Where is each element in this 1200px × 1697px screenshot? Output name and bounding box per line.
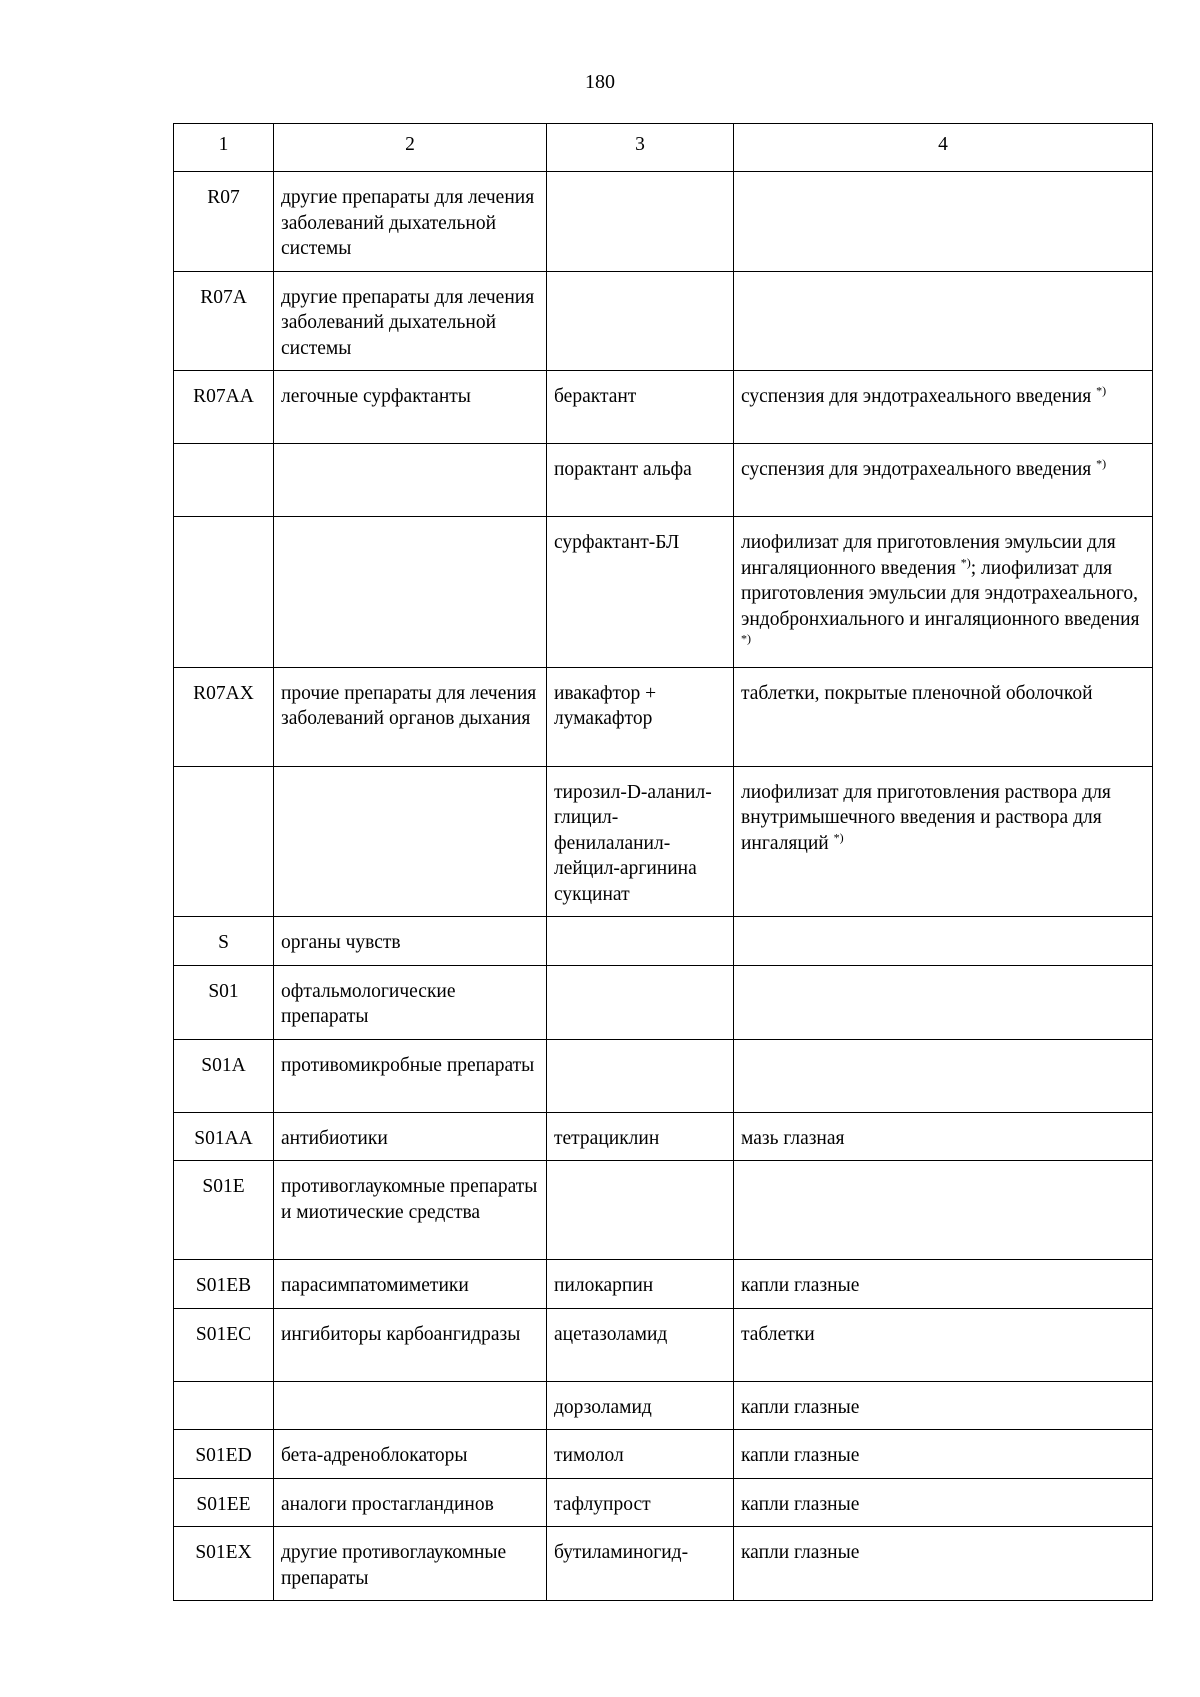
table-row <box>174 1308 1153 1381</box>
dosage-form-cell <box>734 271 1153 371</box>
pharm-group-cell-text: парасимпатомиметики <box>281 1275 469 1296</box>
footnote-mark: *) <box>741 631 751 646</box>
pharm-group-cell <box>274 271 547 371</box>
dosage-form-cell-text: капли глазные <box>741 1542 860 1563</box>
atc-code-cell <box>174 667 274 766</box>
pharm-group-cell <box>274 1112 547 1161</box>
drug-name-cell-text: сурфактант-БЛ <box>554 532 680 553</box>
drug-name-cell-text: бутиламиногид- <box>554 1542 689 1563</box>
pharm-group-cell <box>274 1308 547 1381</box>
pharm-group-cell-text: ингибиторы карбоангидразы <box>281 1323 521 1345</box>
dosage-form-cell <box>734 1161 1153 1260</box>
pharm-group-cell-text: противомикробные препараты <box>281 1054 535 1076</box>
atc-code-cell <box>174 1430 274 1479</box>
header-cell: 2 <box>274 124 547 172</box>
dosage-form-cell-text: капли глазные <box>741 1493 860 1515</box>
drug-name-cell <box>547 965 734 1039</box>
atc-code-cell <box>174 1527 274 1601</box>
drug-name-cell <box>547 517 734 668</box>
drug-name-cell <box>547 667 734 766</box>
drug-table <box>173 123 1153 1601</box>
pharm-group-cell-text: бета-адреноблокаторы <box>281 1445 468 1466</box>
atc-code-cell-text: S01A <box>201 1054 246 1076</box>
pharm-group-cell-text: противоглаукомные препараты и миотические средства <box>281 1176 538 1223</box>
atc-code-cell-text: S01AA <box>194 1127 253 1149</box>
atc-code-cell <box>174 917 274 966</box>
table-row <box>174 1381 1153 1430</box>
table-row <box>174 1161 1153 1260</box>
atc-code-cell-text: S01 <box>208 980 239 1002</box>
pharm-group-cell <box>274 667 547 766</box>
atc-code-cell-text: S01E <box>202 1176 245 1197</box>
pharm-group-cell-text: легочные сурфактанты <box>281 386 471 407</box>
pharm-group-cell <box>274 917 547 966</box>
dosage-form-cell <box>734 1527 1153 1601</box>
pharm-group-cell-text: прочие препараты для лечения заболеваний органов дыхания <box>281 682 537 729</box>
dosage-form-cell <box>734 1430 1153 1479</box>
atc-code-cell <box>174 766 274 917</box>
table-row <box>174 917 1153 966</box>
drug-name-cell-text: тирозил-D-аланил-глицил-фенилаланил-лейцил-аргинина сукцинат <box>554 781 712 905</box>
footnote-mark: *) <box>833 830 844 844</box>
pharm-group-cell <box>274 1381 547 1430</box>
dosage-form-cell <box>734 172 1153 272</box>
table-row <box>174 1260 1153 1309</box>
dosage-form-cell <box>734 444 1153 517</box>
dosage-form-cell <box>734 1381 1153 1430</box>
atc-code-cell <box>174 172 274 272</box>
dosage-form-cell <box>734 1039 1153 1112</box>
atc-code-cell <box>174 1381 274 1430</box>
drug-name-cell-text: дорзоламид <box>554 1396 652 1418</box>
page-number: 180 <box>585 71 615 93</box>
dosage-form-cell-text: мазь глазная <box>741 1127 845 1149</box>
atc-code-cell-text: S01EB <box>195 1275 252 1296</box>
drug-name-cell <box>547 1478 734 1527</box>
dosage-form-cell <box>734 1478 1153 1527</box>
pharm-group-cell <box>274 371 547 444</box>
table-row <box>174 965 1153 1039</box>
drug-name-cell <box>547 1260 734 1309</box>
pharm-group-cell <box>274 1161 547 1260</box>
atc-code-cell-text: S01EE <box>196 1493 251 1515</box>
atc-code-cell-text: S <box>218 932 229 953</box>
drug-name-cell <box>547 271 734 371</box>
drug-name-cell <box>547 1381 734 1430</box>
atc-code-cell-text: S01EX <box>195 1542 252 1563</box>
atc-code-cell <box>174 1161 274 1260</box>
drug-name-cell <box>547 444 734 517</box>
footnote-mark: *) <box>1096 383 1107 398</box>
dosage-form-cell-text: таблетки <box>741 1323 815 1345</box>
atc-code-cell-text: R07 <box>207 187 240 208</box>
dosage-form-cell <box>734 917 1153 966</box>
atc-code-cell <box>174 1112 274 1161</box>
pharm-group-cell-text: другие препараты для лечения заболеваний дыхательной системы <box>281 286 535 359</box>
table-row <box>174 517 1153 668</box>
dosage-form-cell <box>734 965 1153 1039</box>
drug-name-cell <box>547 1430 734 1479</box>
atc-code-cell <box>174 1308 274 1381</box>
pharm-group-cell <box>274 1430 547 1479</box>
header-cell: 4 <box>734 124 1153 172</box>
drug-name-cell <box>547 1161 734 1260</box>
header-cell: 1 <box>174 124 274 172</box>
atc-code-cell-text: S01ED <box>195 1445 252 1466</box>
table-row <box>174 1112 1153 1161</box>
drug-name-cell-text: тетрациклин <box>554 1127 660 1149</box>
header-cell: 3 <box>547 124 734 172</box>
drug-name-cell <box>547 1527 734 1601</box>
table-row <box>174 444 1153 517</box>
atc-code-cell-text: R07AX <box>193 682 254 704</box>
pharm-group-cell-text: аналоги простагландинов <box>281 1493 494 1515</box>
drug-name-cell-text: ацетазоламид <box>554 1323 668 1345</box>
drug-name-cell <box>547 917 734 966</box>
table-header-row <box>174 124 1153 172</box>
pharm-group-cell <box>274 1478 547 1527</box>
dosage-form-cell-text: капли глазные <box>741 1275 860 1296</box>
table-row <box>174 371 1153 444</box>
drug-name-cell-text: ивакафтор + лумакафтор <box>554 682 657 729</box>
pharm-group-cell-text: другие препараты для лечения заболеваний дыхательной системы <box>281 187 535 259</box>
pharm-group-cell <box>274 444 547 517</box>
pharm-group-cell <box>274 1527 547 1601</box>
table-row <box>174 1527 1153 1601</box>
atc-code-cell <box>174 1478 274 1527</box>
atc-code-cell <box>174 965 274 1039</box>
pharm-group-cell-text: другие противоглаукомные препараты <box>281 1542 507 1589</box>
dosage-form-cell-text: капли глазные <box>741 1445 860 1466</box>
drug-name-cell-text: берактант <box>554 386 637 407</box>
atc-code-cell <box>174 371 274 444</box>
atc-code-cell <box>174 517 274 668</box>
atc-code-cell-text: R07A <box>200 286 247 308</box>
atc-code-cell <box>174 444 274 517</box>
dosage-form-cell <box>734 1260 1153 1309</box>
pharm-group-cell <box>274 1260 547 1309</box>
dosage-form-cell <box>734 1308 1153 1381</box>
atc-code-cell-text: R07AA <box>193 386 254 407</box>
dosage-form-cell <box>734 517 1153 668</box>
drug-name-cell-text: порактант альфа <box>554 459 692 480</box>
footnote-mark: *) <box>1096 456 1107 471</box>
table-row <box>174 1039 1153 1112</box>
dosage-form-cell <box>734 667 1153 766</box>
dosage-form-cell-text: капли глазные <box>741 1396 860 1418</box>
table-row <box>174 766 1153 917</box>
drug-name-cell-text: тимолол <box>554 1445 624 1466</box>
pharm-group-cell-text: антибиотики <box>281 1127 388 1149</box>
table-row <box>174 271 1153 371</box>
pharm-group-cell-text: органы чувств <box>281 932 401 953</box>
table-row <box>174 1478 1153 1527</box>
drug-name-cell-text: пилокарпин <box>554 1275 654 1296</box>
dosage-form-cell <box>734 766 1153 917</box>
pharm-group-cell <box>274 517 547 668</box>
drug-name-cell <box>547 1112 734 1161</box>
pharm-group-cell <box>274 1039 547 1112</box>
dosage-form-cell <box>734 371 1153 444</box>
drug-name-cell <box>547 1039 734 1112</box>
atc-code-cell-text: S01EC <box>195 1323 252 1345</box>
atc-code-cell <box>174 1039 274 1112</box>
dosage-form-cell-text: суспензия для эндотрахеального введения <box>741 459 1092 480</box>
drug-name-cell <box>547 1308 734 1381</box>
table-row <box>174 667 1153 766</box>
drug-name-cell-text: тафлупрост <box>554 1493 651 1515</box>
atc-code-cell <box>174 1260 274 1309</box>
dosage-form-cell-text: таблетки, покрытые пленочной оболочкой <box>741 682 1093 704</box>
dosage-form-cell-text: лиофилизат для приготовления раствора для внутримышечного введения и раствора для ингаляций <box>741 781 1111 854</box>
footnote-mark: *) <box>960 555 971 569</box>
dosage-form-text-2: ; лиофилизат для приготовления эмульсии для эндотрахеального, эндобронхиального и ингаляционного введения <box>741 557 1140 630</box>
pharm-group-cell <box>274 172 547 272</box>
pharm-group-cell <box>274 766 547 917</box>
dosage-form-cell-text: лиофилизат для приготовления эмульсии для ингаляционного введения <box>741 532 1116 579</box>
dosage-form-cell-text: суспензия для эндотрахеального введения <box>741 386 1092 407</box>
table-row <box>174 172 1153 272</box>
pharm-group-cell-text: офтальмологические препараты <box>281 980 456 1027</box>
drug-name-cell <box>547 172 734 272</box>
pharm-group-cell <box>274 965 547 1039</box>
drug-name-cell <box>547 766 734 917</box>
drug-name-cell <box>547 371 734 444</box>
dosage-form-cell <box>734 1112 1153 1161</box>
table-row <box>174 1430 1153 1479</box>
atc-code-cell <box>174 271 274 371</box>
